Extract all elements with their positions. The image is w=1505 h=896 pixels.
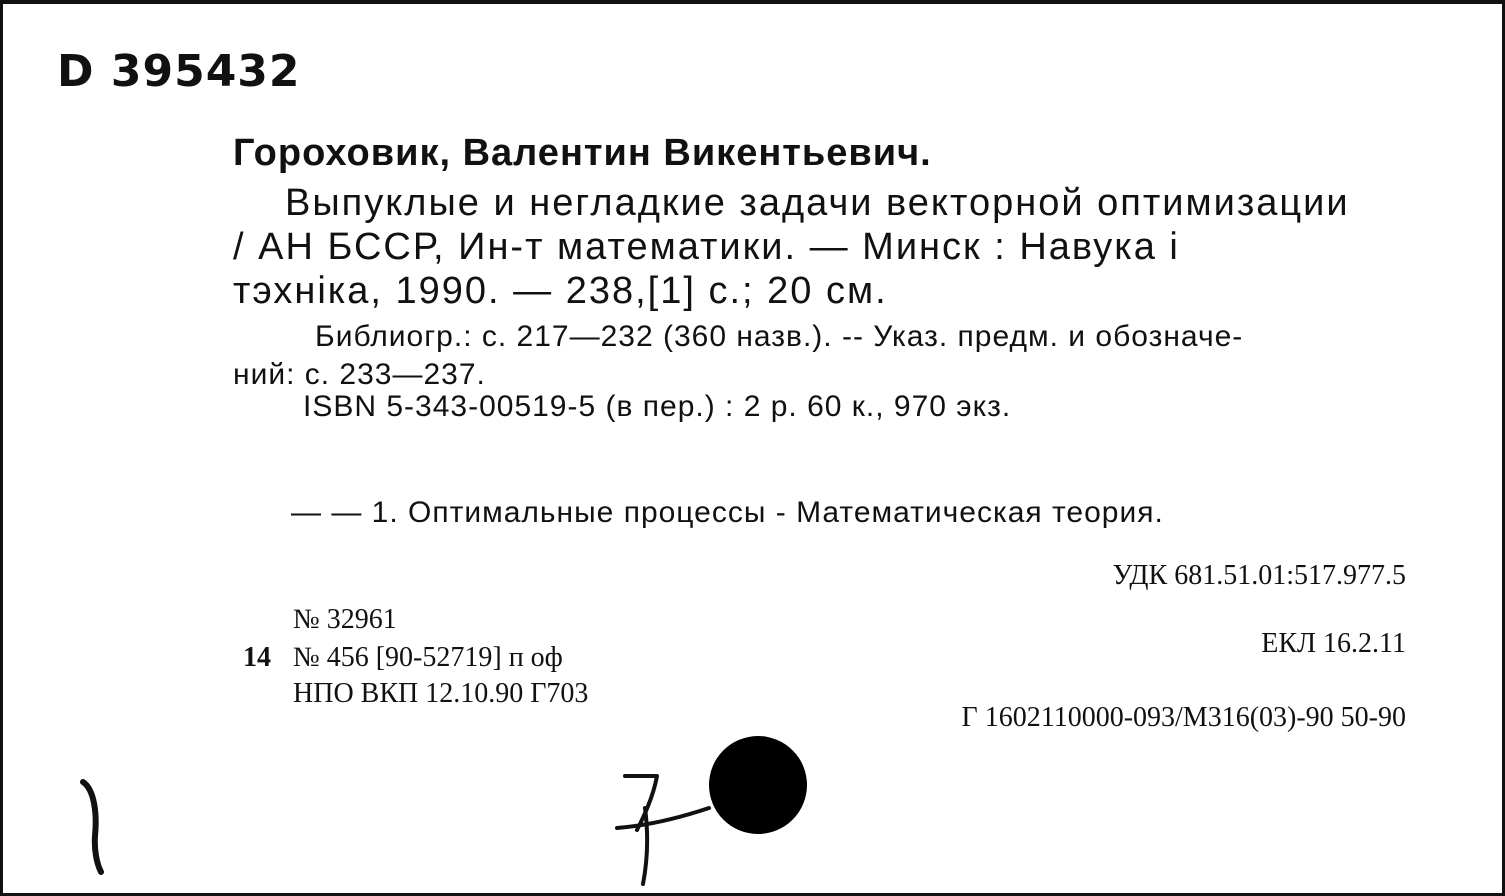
- author-heading: Гороховик, Валентин Викентьевич.: [233, 132, 932, 174]
- title-line-2: / АН БССР, Ин-т математики. — Минск : Навука і: [233, 226, 1180, 268]
- handwritten-seven: [613, 768, 723, 892]
- classification-code: Г 1602110000-093/М316(03)-90 50-90: [961, 702, 1406, 733]
- registry-number-2: № 456 [90-52719] п оф: [293, 642, 563, 673]
- bibliography-line-2: ний: с. 233—237.: [233, 358, 486, 391]
- punched-hole: [709, 736, 807, 834]
- udk-code: УДК 681.51.01:517.977.5: [1112, 560, 1406, 591]
- bibliography-line-1: Библиогр.: с. 217—232 (360 назв.). -- Указ. предм. и обозначе-: [315, 320, 1244, 353]
- npo-line: НПО ВКП 12.10.90 Г703: [293, 678, 589, 709]
- pen-stroke-mark: [75, 776, 115, 880]
- title-line-3: тэхніка, 1990. — 238,[1] с.; 20 см.: [233, 270, 888, 312]
- registry-prefix: 14: [243, 642, 271, 673]
- title-line-1: Выпуклые и негладкие задачи векторной оптимизации: [285, 182, 1350, 224]
- ekl-code: ЕКЛ 16.2.11: [1261, 628, 1406, 659]
- isbn-line: ISBN 5-343-00519-5 (в пер.) : 2 р. 60 к., 970 экз.: [303, 390, 1012, 423]
- registry-number-1: № 32961: [293, 604, 397, 635]
- subject-heading: — — 1. Оптимальные процессы - Математическая теория.: [291, 496, 1164, 529]
- handwritten-catalog-number: D 395432: [57, 46, 301, 97]
